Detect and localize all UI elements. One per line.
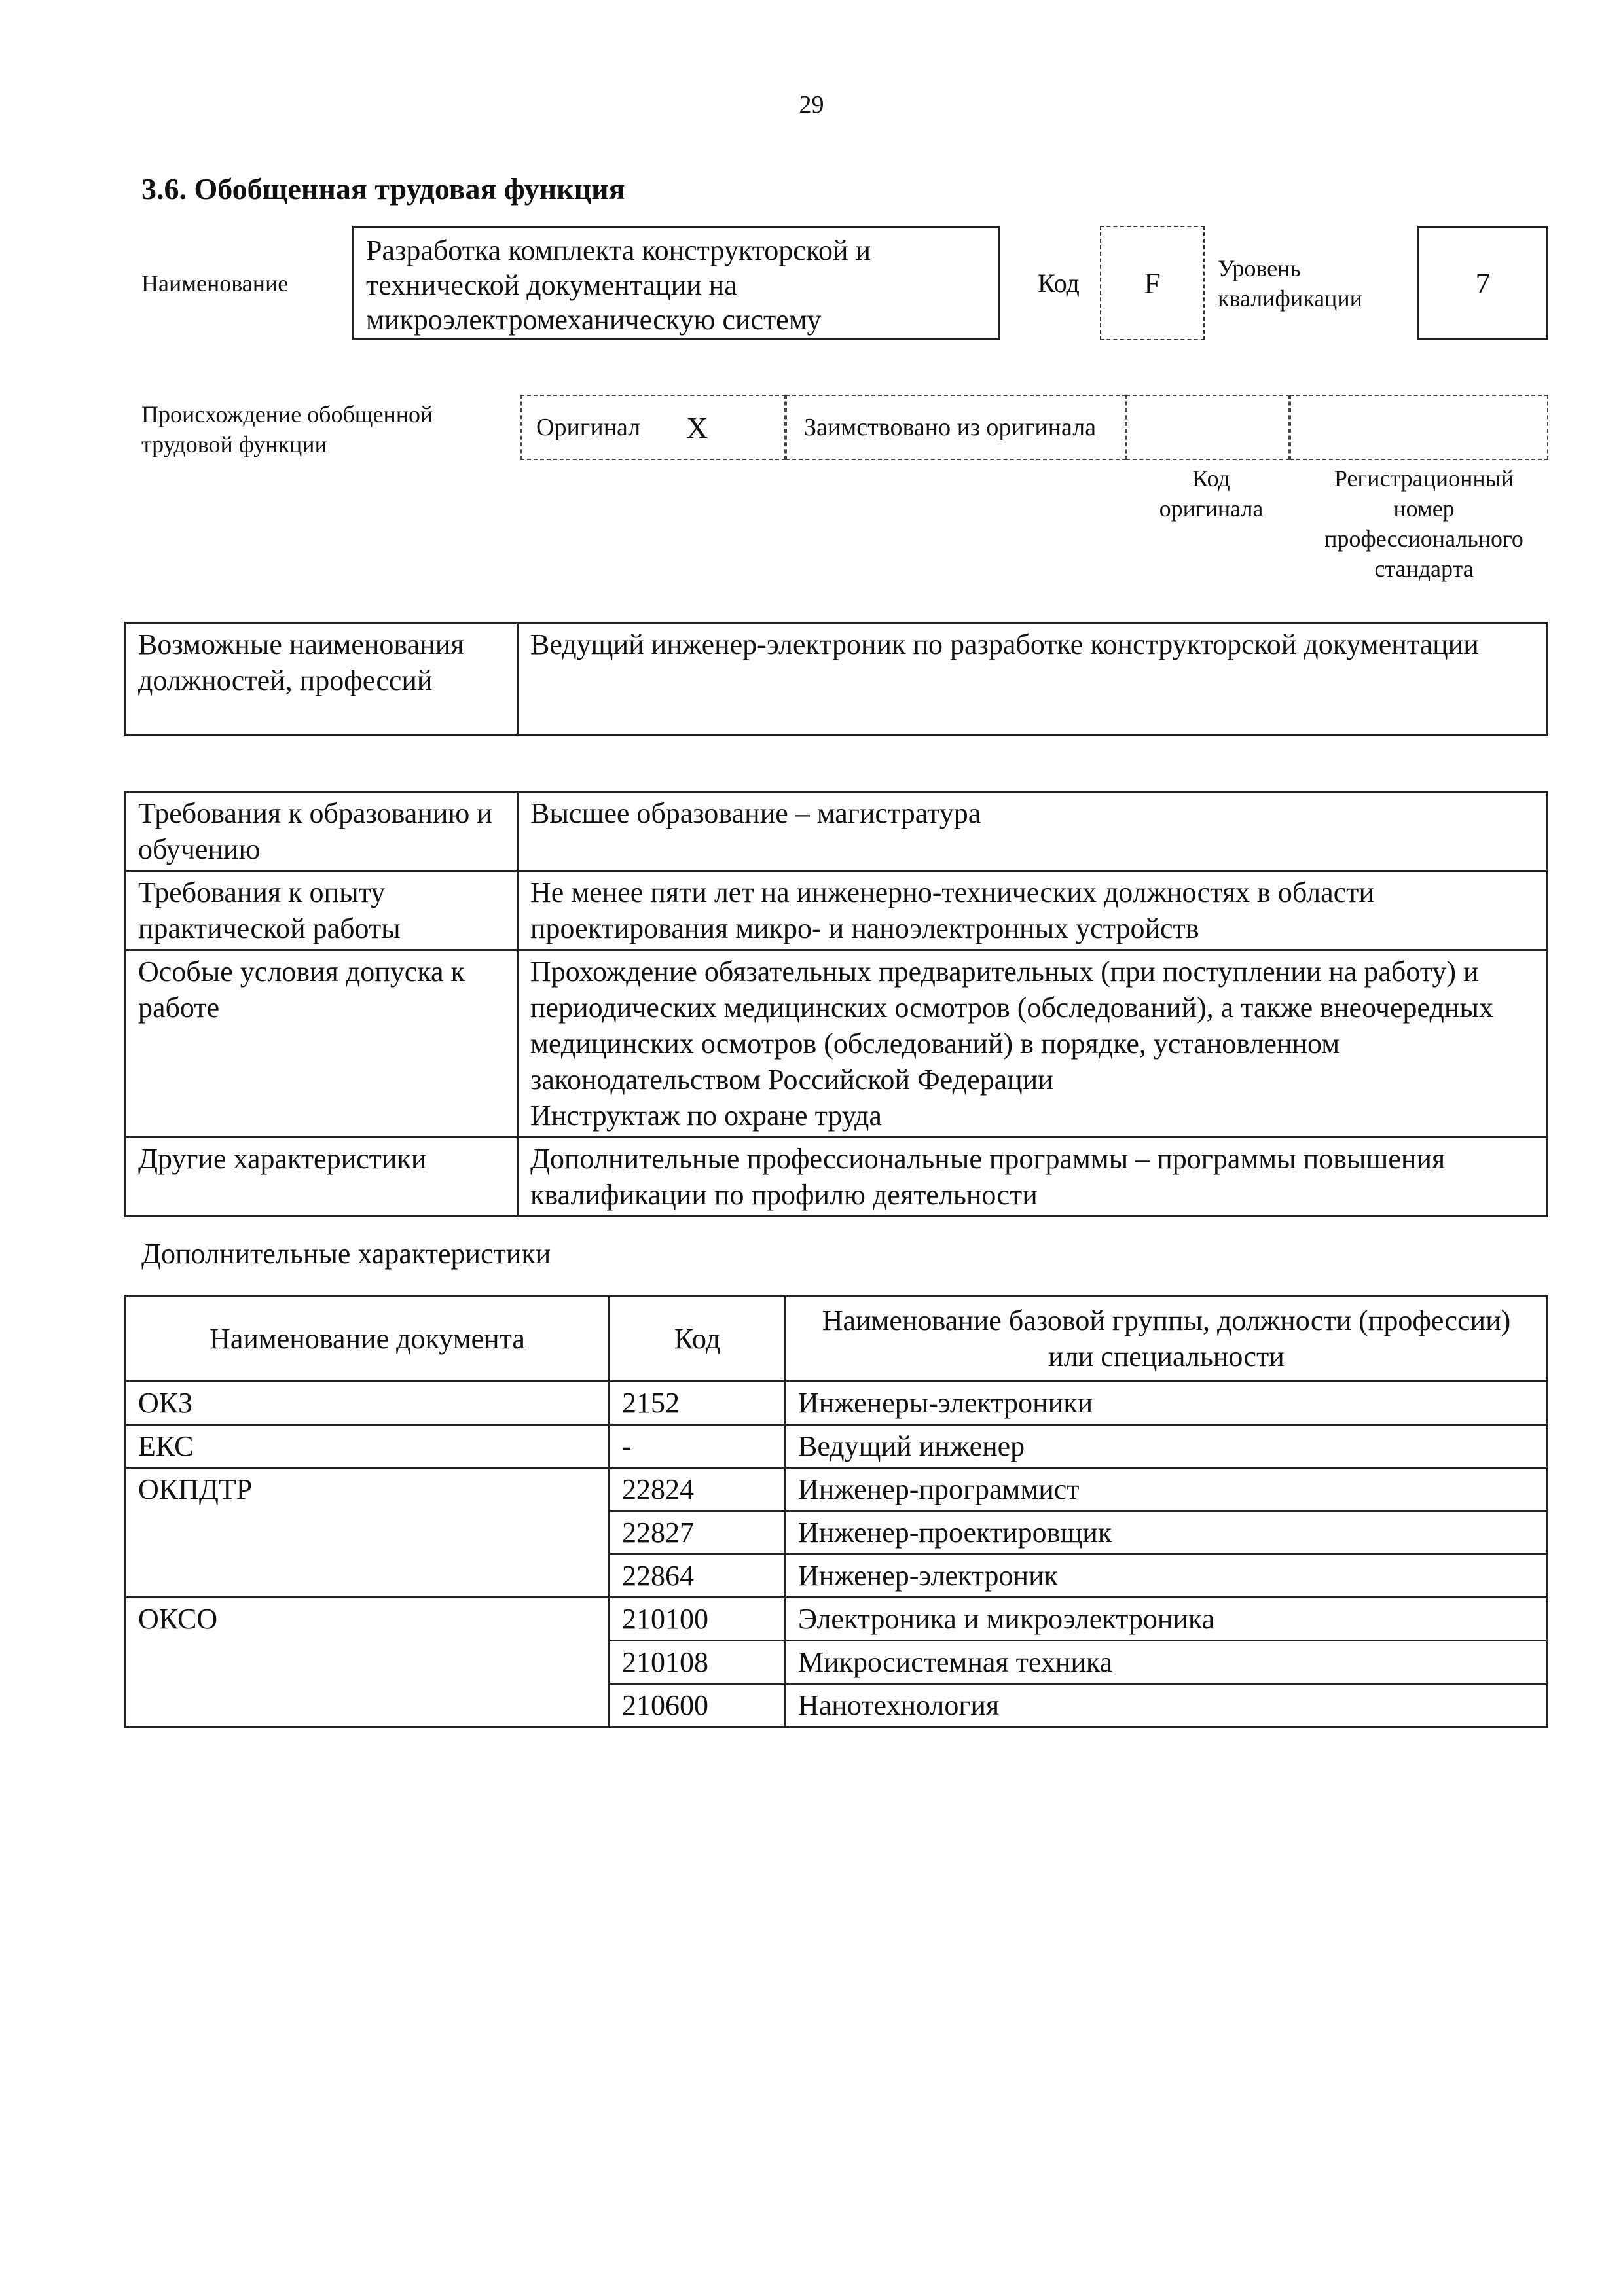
name-cell: Инженер-программист <box>786 1468 1548 1511</box>
name-cell: Инженер-электроник <box>786 1554 1548 1598</box>
section-title: 3.6. Обобщенная трудовая функция <box>141 172 625 206</box>
req-value: Высшее образование – магистратура <box>518 792 1548 871</box>
table-header-row <box>126 1296 1548 1382</box>
code-cell: - <box>610 1425 786 1468</box>
table-row <box>126 1138 1548 1217</box>
positions-label: Возможные наименования должностей, профессий <box>126 623 518 735</box>
borrowed-label: Заимствовано из оригинала <box>804 414 1097 441</box>
original-mark: X <box>686 410 708 444</box>
code-cell: 210100 <box>610 1598 786 1641</box>
name-cell: Микросистемная техника <box>786 1641 1548 1684</box>
positions-table <box>124 622 1548 736</box>
name-cell: Ведущий инженер <box>786 1425 1548 1468</box>
table-row <box>126 1598 1548 1641</box>
borrowed-cell <box>786 395 1126 460</box>
table-row <box>126 871 1548 950</box>
requirements-table <box>124 791 1548 1217</box>
additional-table <box>124 1295 1548 1728</box>
name-cell: Инженер-проектировщик <box>786 1511 1548 1554</box>
req-value: Не менее пяти лет на инженерно-технических должностях в области проектирования микро- и наноэлектронных устройств <box>518 871 1548 950</box>
code-cell: 22864 <box>610 1554 786 1598</box>
doc-cell: ОКСО <box>126 1598 610 1727</box>
original-code-caption: Код оригинала <box>1159 465 1264 522</box>
name-cell: Электроника и микроэлектроника <box>786 1598 1548 1641</box>
name-cell: Нанотехнология <box>786 1684 1548 1727</box>
table-row <box>126 623 1548 735</box>
table-row <box>126 1425 1548 1468</box>
code-value: F <box>1100 226 1205 340</box>
req-value-extra: Инструктаж по охране труда <box>530 1100 882 1132</box>
positions-value: Ведущий инженер-электроник по разработке конструкторской документации <box>518 623 1548 735</box>
name-cell: Инженеры-электроники <box>786 1382 1548 1425</box>
req-label: Особые условия допуска к работе <box>126 950 518 1138</box>
req-label: Требования к опыту практической работы <box>126 871 518 950</box>
req-value: Прохождение обязательных предварительных (при поступлении на работу) и периодических медицинских осмотров (обследований), а также внеочередных медицинских осмотров (обследований) в порядке, установленном законодательством Российской Федерации <box>530 956 1493 1096</box>
doc-cell: ОКПДТР <box>126 1468 610 1598</box>
header-code: Код <box>610 1296 786 1382</box>
code-cell: 2152 <box>610 1382 786 1425</box>
page-number: 29 <box>799 91 824 118</box>
code-cell: 210108 <box>610 1641 786 1684</box>
req-label: Другие характеристики <box>126 1138 518 1217</box>
original-code-cell <box>1126 395 1290 460</box>
name-label: Наименование <box>141 270 289 296</box>
level-value: 7 <box>1417 226 1548 340</box>
origin-label: Происхождение обобщенной трудовой функции <box>141 401 433 457</box>
doc-cell: ОКЗ <box>126 1382 610 1425</box>
reg-number-cell <box>1290 395 1548 460</box>
req-value: Дополнительные профессиональные программы – программы повышения квалификации по профилю деятельности <box>518 1138 1548 1217</box>
doc-cell: ЕКС <box>126 1425 610 1468</box>
additional-title: Дополнительные характеристики <box>141 1238 551 1270</box>
req-value-cell <box>518 950 1548 1138</box>
original-label: Оригинал <box>536 414 641 441</box>
reg-number-caption: Регистрационный номер профессионального стандарта <box>1324 465 1523 582</box>
table-row <box>126 1468 1548 1511</box>
table-row <box>126 792 1548 871</box>
original-cell <box>520 395 786 460</box>
table-row <box>126 950 1548 1138</box>
code-cell: 210600 <box>610 1684 786 1727</box>
code-cell: 22827 <box>610 1511 786 1554</box>
code-cell: 22824 <box>610 1468 786 1511</box>
code-label: Код <box>1038 268 1080 298</box>
req-label: Требования к образованию и обучению <box>126 792 518 871</box>
header-doc: Наименование документа <box>126 1296 610 1382</box>
level-label: Уровень квалификации <box>1218 255 1362 312</box>
function-name-box: Разработка комплекта конструкторской и технической документации на микроэлектромеханическую систему <box>352 226 1000 340</box>
header-name: Наименование базовой группы, должности (профессии) или специальности <box>786 1296 1548 1382</box>
table-row <box>126 1382 1548 1425</box>
